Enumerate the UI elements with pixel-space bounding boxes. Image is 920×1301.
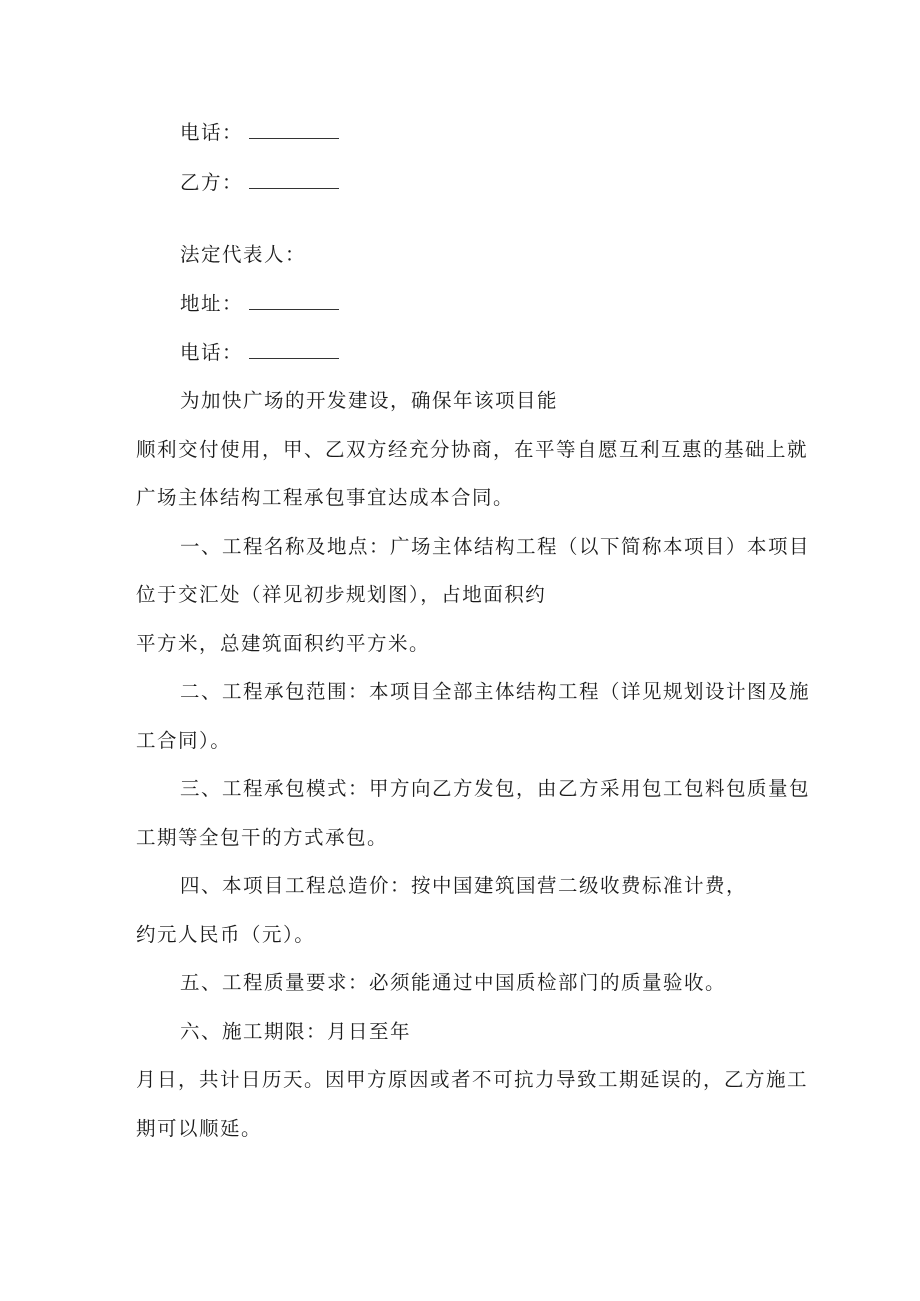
phone-label: 电话： [180,121,244,144]
phone-blank [249,340,339,359]
paragraph-line: 广场主体结构工程承包事宜达成本合同。 [136,486,515,509]
section-6-line: 六、施工期限：月日至年 [180,1020,412,1043]
section-1-line: 平方米，总建筑面积约平方米。 [136,632,431,655]
paragraph-line: 顺利交付使用，甲、乙双方经充分协商，在平等自愿互利互惠的基础上就 [136,438,809,461]
section-6-line: 月日，共计日历天。因甲方原因或者不可抗力导致工期延误的，乙方施工 [136,1068,809,1091]
section-4-line: 约元人民币（元）。 [136,923,316,946]
section-1-line: 一、工程名称及地点：广场主体结构工程（以下简称本项目）本项目 [180,535,811,558]
section-3-line: 三、工程承包模式：甲方向乙方发包，由乙方采用包工包料包质量包 [180,777,811,800]
address-label: 地址： [180,292,244,315]
section-4-line: 四、本项目工程总造价：按中国建筑国营二级收费标准计费， [180,874,748,897]
section-2-line: 二、工程承包范围：本项目全部主体结构工程（详见规划设计图及施 [180,680,811,703]
legal-rep-label: 法定代表人： [180,243,307,266]
section-5-line: 五、工程质量要求：必须能通过中国质检部门的质量验收。 [180,971,727,994]
party-b-field [180,169,339,197]
paragraph-line: 为加快广场的开发建设，确保年该项目能 [180,389,559,412]
address-field [180,290,339,318]
section-1-line: 位于交汇处（祥见初步规划图），占地面积约 [136,583,547,606]
legal-rep-field [180,241,306,269]
phone-field-1 [180,119,339,147]
party-b-label: 乙方： [180,171,244,194]
section-6-line: 期可以顺延。 [136,1117,263,1140]
party-b-blank [249,170,339,189]
phone-blank [249,120,339,139]
section-3-line: 工期等全包干的方式承包。 [136,826,389,849]
phone-field-2 [180,339,339,367]
section-2-line: 工合同）。 [136,729,232,752]
address-blank [249,291,339,310]
phone-label: 电话： [180,341,244,364]
